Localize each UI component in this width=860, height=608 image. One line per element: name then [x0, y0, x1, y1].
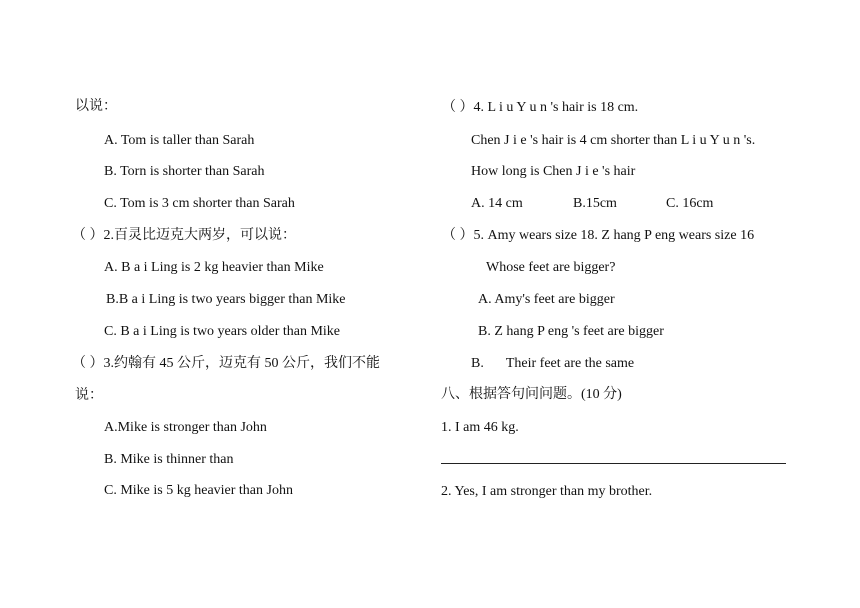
q3-option-c: C. Mike is 5 kg heavier than John	[104, 483, 293, 498]
q1-option-a: A. Tom is taller than Sarah	[104, 133, 255, 148]
q4-line3: How long is Chen J i e 's hair	[471, 164, 636, 179]
q5-prompt: （ ）5. Amy wears size 18. Z hang P eng wears size 16	[442, 228, 755, 243]
q4-line2: Chen J i e 's hair is 4 cm shorter than L i u Y u n 's.	[471, 133, 756, 148]
q4-option-b: B.15cm	[573, 196, 617, 211]
q3-prompt-line1: （ ）3.约翰有 45 公斤，迈克有 50 公斤，我们不能	[72, 356, 380, 371]
q4-prompt: （ ）4. L i u Y u n 's hair is 18 cm.	[442, 100, 639, 115]
q5-option-a: A. Amy's feet are bigger	[478, 292, 615, 307]
q3-option-a: A.Mike is stronger than John	[104, 420, 267, 435]
q4-option-c: C. 16cm	[666, 196, 714, 211]
section8-heading: 八、根据答句问问题。(10 分)	[441, 387, 622, 402]
q5-option-c	[471, 355, 634, 373]
q3-prompt-line2: 说：	[75, 388, 103, 403]
q2-option-a: A. B a i Ling is 2 kg heavier than Mike	[104, 260, 324, 275]
q2-option-b: B.B a i Ling is two years bigger than Mike	[106, 292, 346, 307]
q1-prompt-tail: 以说：	[75, 99, 117, 114]
section8-item-2: 2. Yes, I am stronger than my brother.	[441, 484, 653, 499]
section8-item-1: 1. I am 46 kg.	[441, 420, 519, 435]
q5-line2: Whose feet are bigger?	[486, 260, 616, 275]
q1-option-c: C. Tom is 3 cm shorter than Sarah	[104, 196, 295, 211]
q3-option-b: B. Mike is thinner than	[104, 452, 234, 467]
q5-option-b: B. Z hang P eng 's feet are bigger	[478, 324, 664, 339]
q2-prompt: （ ）2.百灵比迈克大两岁，可以说：	[72, 228, 296, 243]
q1-option-b: B. Torn is shorter than Sarah	[104, 164, 265, 179]
q4-option-a: A. 14 cm	[471, 196, 523, 211]
q5-option-c-text: Their feet are the same	[505, 356, 635, 371]
answer-blank-line[interactable]	[441, 463, 786, 464]
q5-option-c-letter: B.	[471, 356, 484, 371]
q2-option-c: C. B a i Ling is two years older than Mike	[104, 324, 341, 339]
